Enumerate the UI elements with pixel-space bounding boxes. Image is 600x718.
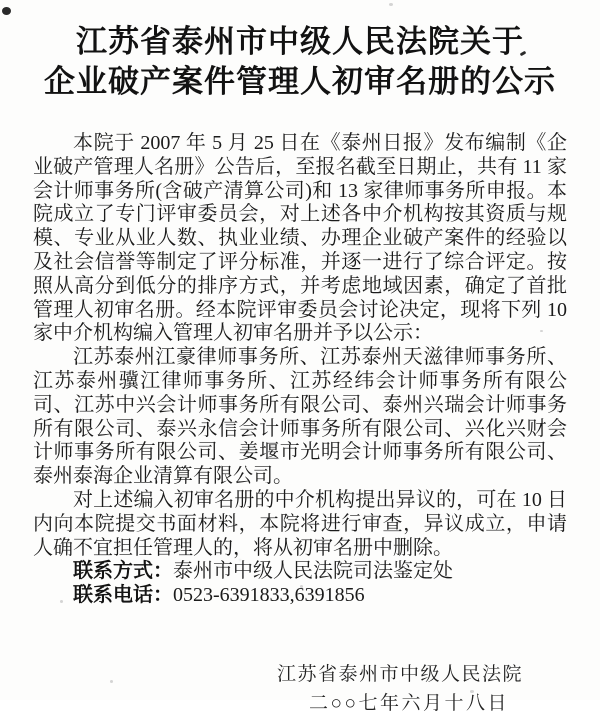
contact-phone-value: 0523-6391833,6391856: [173, 584, 365, 607]
document-title-line1: 江苏省泰州市中级人民法院关于: [76, 24, 524, 59]
document-title: [33, 22, 567, 102]
signature-date: 二○○七年六月十八日: [309, 692, 509, 714]
contact-method-line: [33, 560, 567, 584]
paragraph-agency-list: 江苏泰州江豪律师事务所、江苏泰州天滋律师事务所、江苏泰州骥江律师事务所、江苏经纬会计师事务所有限公司、江苏中兴会计师事务所有限公司、泰州兴瑞会计师事务所有限公司、泰兴永信会计师事务所有限公司、兴化兴财会计师事务所有限公司、姜堰市光明会计师事务所有限公司、泰州泰海企业清算有限公司。: [33, 346, 567, 488]
document-title-line2: 企业破产案件管理人初审名册的公示: [44, 64, 556, 99]
paragraph-objection: 对上述编入初审名册的中介机构提出异议的，可在 10 日内向本院提交书面材料，本院将进行审查，异议成立，申请人确不宜担任管理人的，将从初审名册中删除。: [33, 488, 567, 559]
contact-phone-line: [33, 584, 567, 608]
signature-block: [33, 660, 567, 718]
contact-phone-label: 联系电话：: [73, 584, 173, 607]
paragraph-intro: 本院于 2007 年 5 月 25 日在《泰州日报》发布编制《企业破产管理人名册》公告后，至报名截至日期止，共有 11 家会计师事务所(含破产清算公司)和 13 家律师事务所申报。本院成立了专门评审委员会，对上述各中介机构按其资质与规模、专业从业人数、执业业绩、办理企业破产案件的经验以及社会信誉等制定了评分标准，并逐一进行了综合评定。按照从高分到低分的排序方式，并考虑地域因素，确定了首批管理人初审名册。经本院评审委员会讨论决定，现将下列 10 家中介机构编入管理人初审名册并予以公示：: [33, 132, 567, 345]
contact-method-value: 泰州市中级人民法院司法鉴定处: [173, 560, 453, 583]
contact-method-label: 联系方式：: [73, 560, 173, 583]
document-body: [33, 132, 567, 608]
signature-court-name: 江苏省泰州市中级人民法院: [276, 663, 523, 685]
